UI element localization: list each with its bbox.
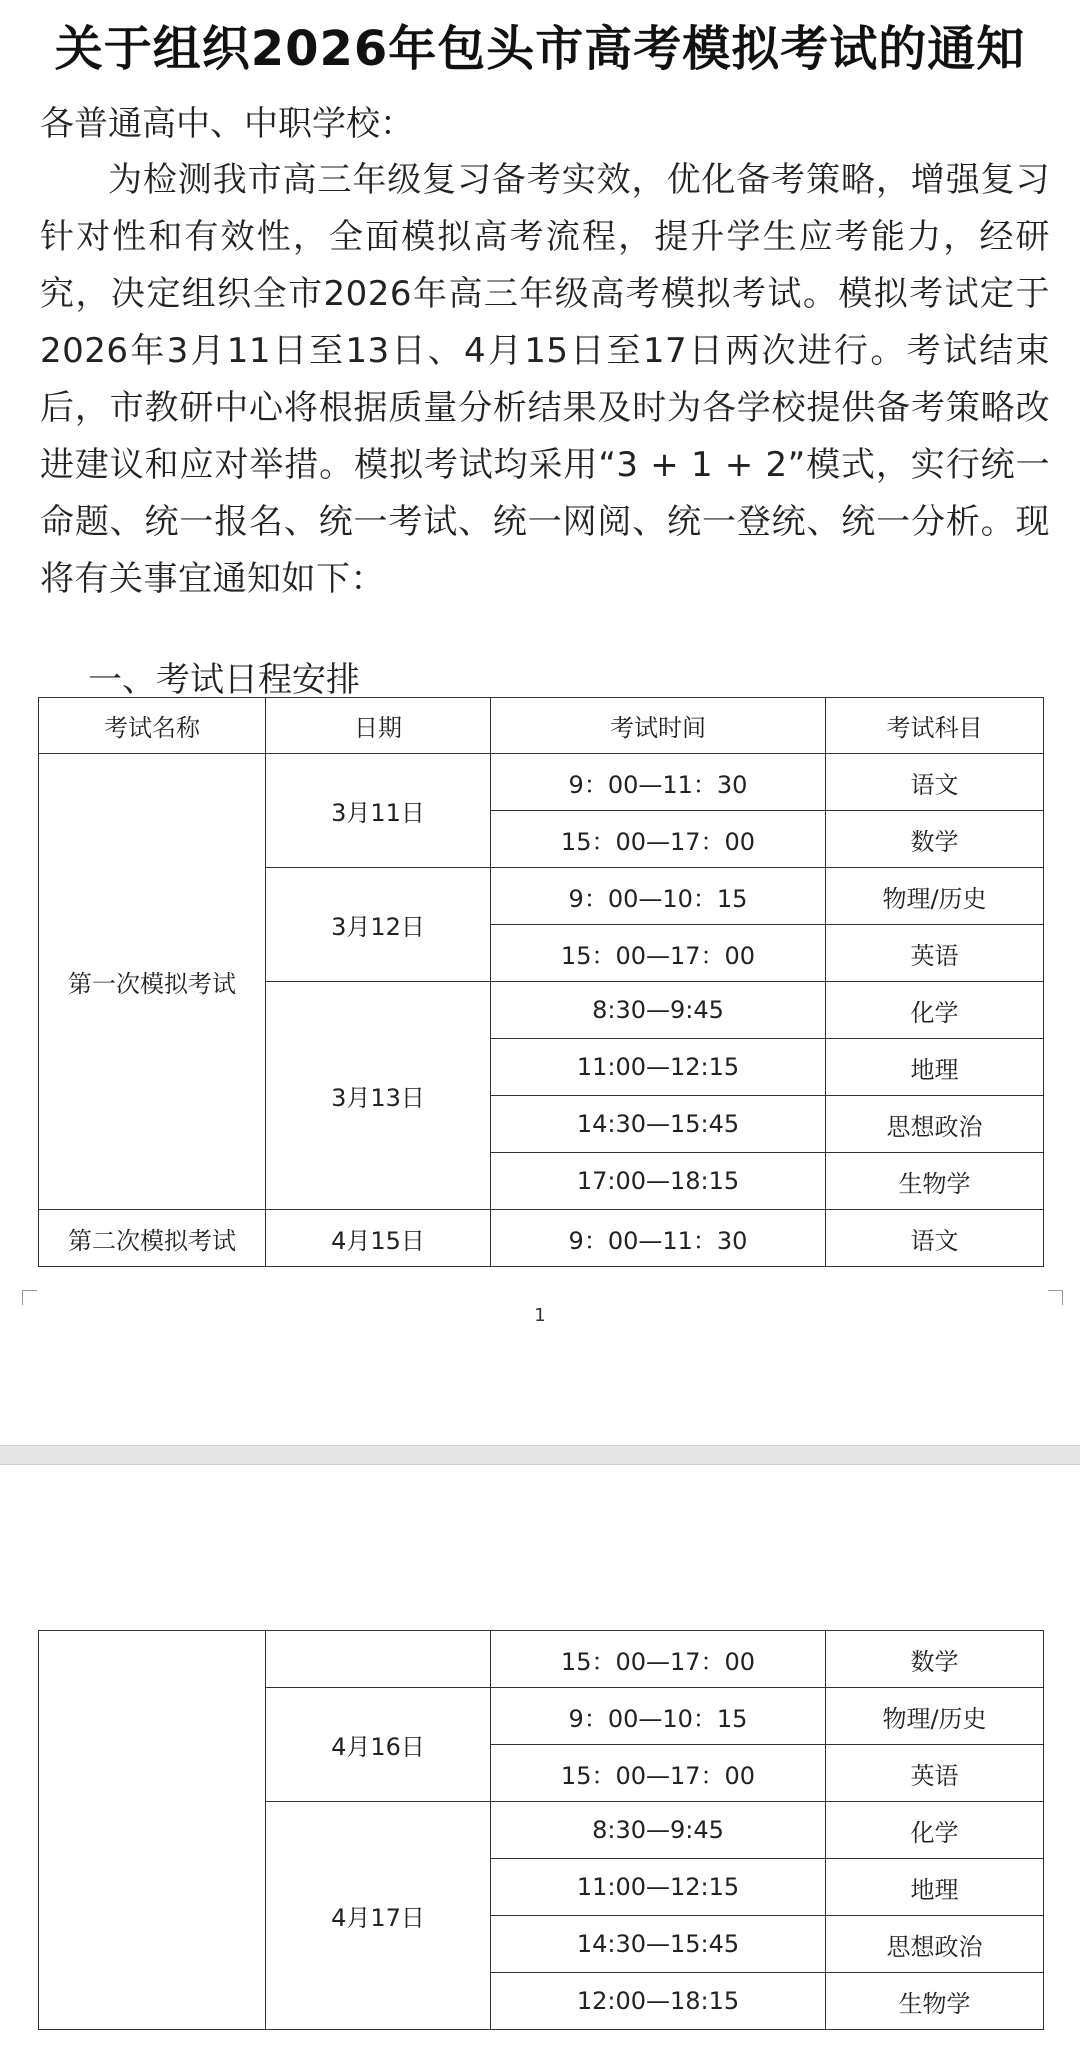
header-time: 考试时间 (491, 698, 826, 754)
date-cell: 4月17日 (266, 1802, 491, 2030)
subject-cell: 物理/历史 (826, 868, 1044, 925)
time-cell: 9：00—11：30 (491, 754, 826, 811)
date-cell (266, 1631, 491, 1688)
subject-cell: 语文 (826, 754, 1044, 811)
subject-cell: 物理/历史 (826, 1688, 1044, 1745)
time-cell: 17:00—18:15 (491, 1153, 826, 1210)
schedule-table-page2 (38, 1630, 1044, 2030)
document-title: 关于组织2026年包头市高考模拟考试的通知 (54, 21, 1026, 77)
time-cell: 11:00—12:15 (491, 1039, 826, 1096)
subject-cell: 语文 (826, 1210, 1044, 1267)
date-cell: 4月15日 (266, 1210, 491, 1267)
time-cell: 8:30—9:45 (491, 1802, 826, 1859)
body-paragraph: 为检测我市高三年级复习备考实效，优化备考策略，增强复习针对性和有效性，全面模拟高考流程，提升学生应考能力，经研究，决定组织全市2026年高三年级高考模拟考试。模拟考试定于2026年3月11日至13日、4月15日至17日两次进行。考试结束后，市教研中心将根据质量分析结果及时为各学校提供备考策略改进建议和应对举措。模拟考试均采用“3 + 1 + 2”模式，实行统一命题、统一报名、统一考试、统一网阅、统一登统、统一分析。现将有关事宜通知如下： (40, 160, 1050, 599)
time-cell: 8:30—9:45 (491, 982, 826, 1039)
subject-cell: 思想政治 (826, 1096, 1044, 1153)
subject-cell: 生物学 (826, 1973, 1044, 2030)
date-cell: 3月12日 (266, 868, 491, 982)
subject-cell: 英语 (826, 1745, 1044, 1802)
time-cell: 14:30—15:45 (491, 1096, 826, 1153)
table-header-row (39, 698, 1044, 754)
table-row (39, 754, 1044, 811)
date-cell: 4月16日 (266, 1688, 491, 1802)
header-date: 日期 (266, 698, 491, 754)
section-heading: 一、考试日程安排 (88, 660, 360, 700)
subject-cell: 英语 (826, 925, 1044, 982)
subject-cell: 地理 (826, 1039, 1044, 1096)
subject-cell: 化学 (826, 982, 1044, 1039)
schedule-table-page1 (38, 697, 1044, 1267)
time-cell: 11:00—12:15 (491, 1859, 826, 1916)
header-subject: 考试科目 (826, 698, 1044, 754)
time-cell: 9：00—11：30 (491, 1210, 826, 1267)
page-number: 1 (534, 1305, 546, 1326)
time-cell: 9：00—10：15 (491, 1688, 826, 1745)
time-cell: 15：00—17：00 (491, 811, 826, 868)
time-cell: 12:00—18:15 (491, 1973, 826, 2030)
date-cell: 3月11日 (266, 754, 491, 868)
time-cell: 15：00—17：00 (491, 1631, 826, 1688)
table-row (39, 1210, 1044, 1267)
table-row (39, 1631, 1044, 1688)
greeting: 各普通高中、中职学校： (40, 104, 414, 144)
subject-cell: 地理 (826, 1859, 1044, 1916)
subject-cell: 生物学 (826, 1153, 1044, 1210)
subject-cell: 数学 (826, 811, 1044, 868)
time-cell: 14:30—15:45 (491, 1916, 826, 1973)
date-cell: 3月13日 (266, 982, 491, 1210)
page-corner-mark (1048, 1290, 1063, 1305)
exam-name-cell (39, 1631, 266, 2030)
page-corner-mark (22, 1290, 37, 1305)
time-cell: 15：00—17：00 (491, 1745, 826, 1802)
time-cell: 15：00—17：00 (491, 925, 826, 982)
subject-cell: 化学 (826, 1802, 1044, 1859)
subject-cell: 数学 (826, 1631, 1044, 1688)
header-exam-name: 考试名称 (39, 698, 266, 754)
exam-name-cell: 第一次模拟考试 (39, 754, 266, 1210)
exam-name-cell: 第二次模拟考试 (39, 1210, 266, 1267)
subject-cell: 思想政治 (826, 1916, 1044, 1973)
page-break-divider (0, 1445, 1080, 1465)
time-cell: 9：00—10：15 (491, 868, 826, 925)
